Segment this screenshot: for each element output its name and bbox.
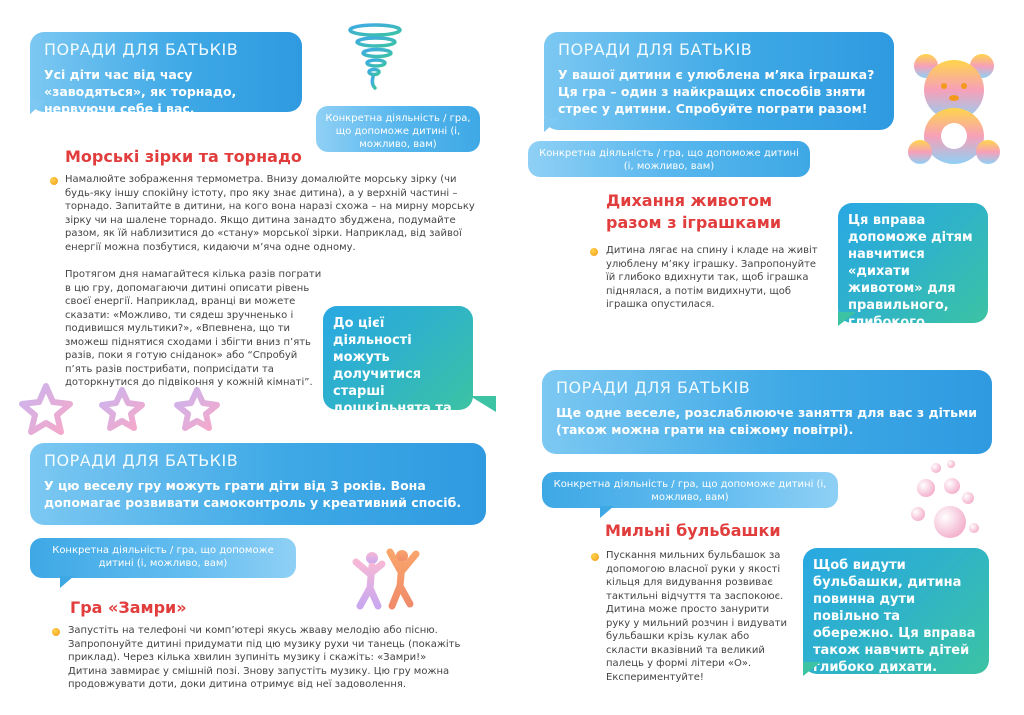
activity-title: Мильні бульбашки — [605, 521, 781, 540]
activity-paragraph-2: Протягом дня намагайтеся кілька разів пограти в цю гру, допомагаючи дитині описати рівень своєї енергії. Наприклад, вранці ви можете сказати: «Можливо, ти сядеш зручненько і подивишся мультики?», «Впевнена, що ти зможеш піднятися сходами і збігти вниз п’ять разів, поки я готую сніданок» або “Спробуй п’ять разів пострибати, поприсідати та доторкнутися до підвіконня у кожній кімнаті”. — [65, 269, 322, 388]
activity-label-bubble: Конкретна діяльність / гра, що допоможе дитині (і, можливо, вам) — [30, 538, 296, 578]
tip-title: ПОРАДИ ДЛЯ БАТЬКІВ — [556, 378, 751, 397]
bubble-tail — [803, 662, 821, 676]
activity-paragraph: Пускання мильних бульбашок за допомогою власної руки у якості кільця для видування розвиває тактильні відчуття та заспокоює. Дитина може просто занурити руку у мильний розчин і видувати бульбашки крізь кулак або скласти вказівний та великий палець у формі літери «О». Експериментуйте! — [606, 550, 787, 683]
breathing-note-bubble: Ця вправа допоможе дітям навчитися «дихати животом» для правильного, глибокого дихання. — [838, 203, 988, 323]
activity-paragraph-1: Намалюйте зображення термометра. Внизу домалюйте морську зірку (чи будь-яку іншу спокійну істоту, про яку знає дитина), а у верхній частині – торнадо. Запитайте в дитини, на кого вона наразі схожа – на мирну морську зірку чи на шалене торнадо. Якщо дитина занадто збуджена, подумайте разом, як їй наблизитися до «стану» морської зірки. Наприклад, від зайвої енергії можна позбутися, кидаючи м’яча одне одному. — [65, 174, 475, 253]
activity-label-bubble: Конкретна діяльність / гра, що допоможе дитині (і, можливо, вам) — [542, 472, 838, 508]
tip-header-tornado — [30, 32, 302, 116]
tornado-icon — [345, 22, 405, 92]
bubble-tail — [838, 312, 856, 326]
activity-paragraph: Дитина лягає на спину і кладе на живіт улюблену м’яку іграшку. Запропонуйте їй глибоко вдихнути так, щоб іграшка піднялася, а потім видихнути, щоб іграшка опустилася. — [606, 245, 818, 310]
tip-text: У цю веселу гру можуть грати діти від 3 років. Вона допомагає розвивати самоконтроль у креативний спосіб. — [44, 478, 462, 510]
tip-text: Усі діти час від часу «заводяться», як торнадо, нервуючи себе і вас. — [44, 67, 237, 116]
soap-bubbles-icon — [906, 456, 986, 546]
starfish-icons — [12, 380, 232, 442]
tip-text: У вашої дитини є улюблена м’яка іграшка? Ця гра – один з найкращих способів зняти стрес у дитини. Спробуйте пограти разом! — [558, 67, 875, 116]
bubble-tail — [544, 118, 560, 132]
tip-header-bubbles — [542, 370, 992, 454]
tip-header-toy — [544, 32, 894, 130]
bullet-icon — [52, 628, 60, 636]
bullet-icon — [591, 553, 599, 561]
bubble-tail — [600, 506, 614, 518]
activity-title: Гра «Замри» — [70, 598, 187, 617]
bullet-icon — [50, 177, 58, 185]
activity-label-bubble: Конкретна діяльність / гра, що допоможе дитині (і, можливо, вам) — [316, 106, 480, 152]
tip-title: ПОРАДИ ДЛЯ БАТЬКІВ — [44, 40, 239, 59]
bubble-tail — [30, 100, 46, 114]
activity-title: Морські зірки та торнадо — [65, 147, 302, 166]
age-note-bubble: До цієї діяльності можуть долучитися старші дошкільнята та діти молодшого — [323, 306, 473, 410]
activity-paragraph: Запустіть на телефоні чи комп’ютері якусь жваву мелодію або пісню. Запропонуйте дитині придумати під цю музику рухи чи танець (покажіть приклад). Через кілька хвилин зупиніть музику і скажіть: «Замри!» Дитина завмирає у смішній позі. Знову запустіть музику. Цю гру можна продовжувати доти, доки дитина отримує від неї задоволення. — [68, 625, 461, 690]
tip-title: ПОРАДИ ДЛЯ БАТЬКІВ — [558, 40, 753, 59]
activity-title-line-1: Дихання животом — [606, 191, 773, 210]
dancing-kids-icon — [346, 544, 426, 614]
bubbles-note-bubble: Щоб видути бульбашки, дитина повинна дути повільно та обережно. Ця вправа також навчить дітей глибоко дихати. — [803, 548, 989, 674]
tip-title: ПОРАДИ ДЛЯ БАТЬКІВ — [44, 451, 239, 470]
bullet-icon — [590, 248, 598, 256]
activity-label-bubble: Конкретна діяльність / гра, що допоможе дитині (і, можливо, вам) — [528, 141, 810, 177]
bubble-tail — [60, 576, 74, 588]
activity-title-line-2: разом з іграшками — [606, 213, 782, 232]
teddy-bear-icon — [906, 52, 1002, 168]
tip-header-freeze — [30, 443, 486, 525]
bubble-tail — [470, 396, 496, 412]
tip-text: Ще одне веселе, розслаблююче заняття для вас з дітьми (також можна грати на свіжому повітрі). — [556, 405, 978, 437]
